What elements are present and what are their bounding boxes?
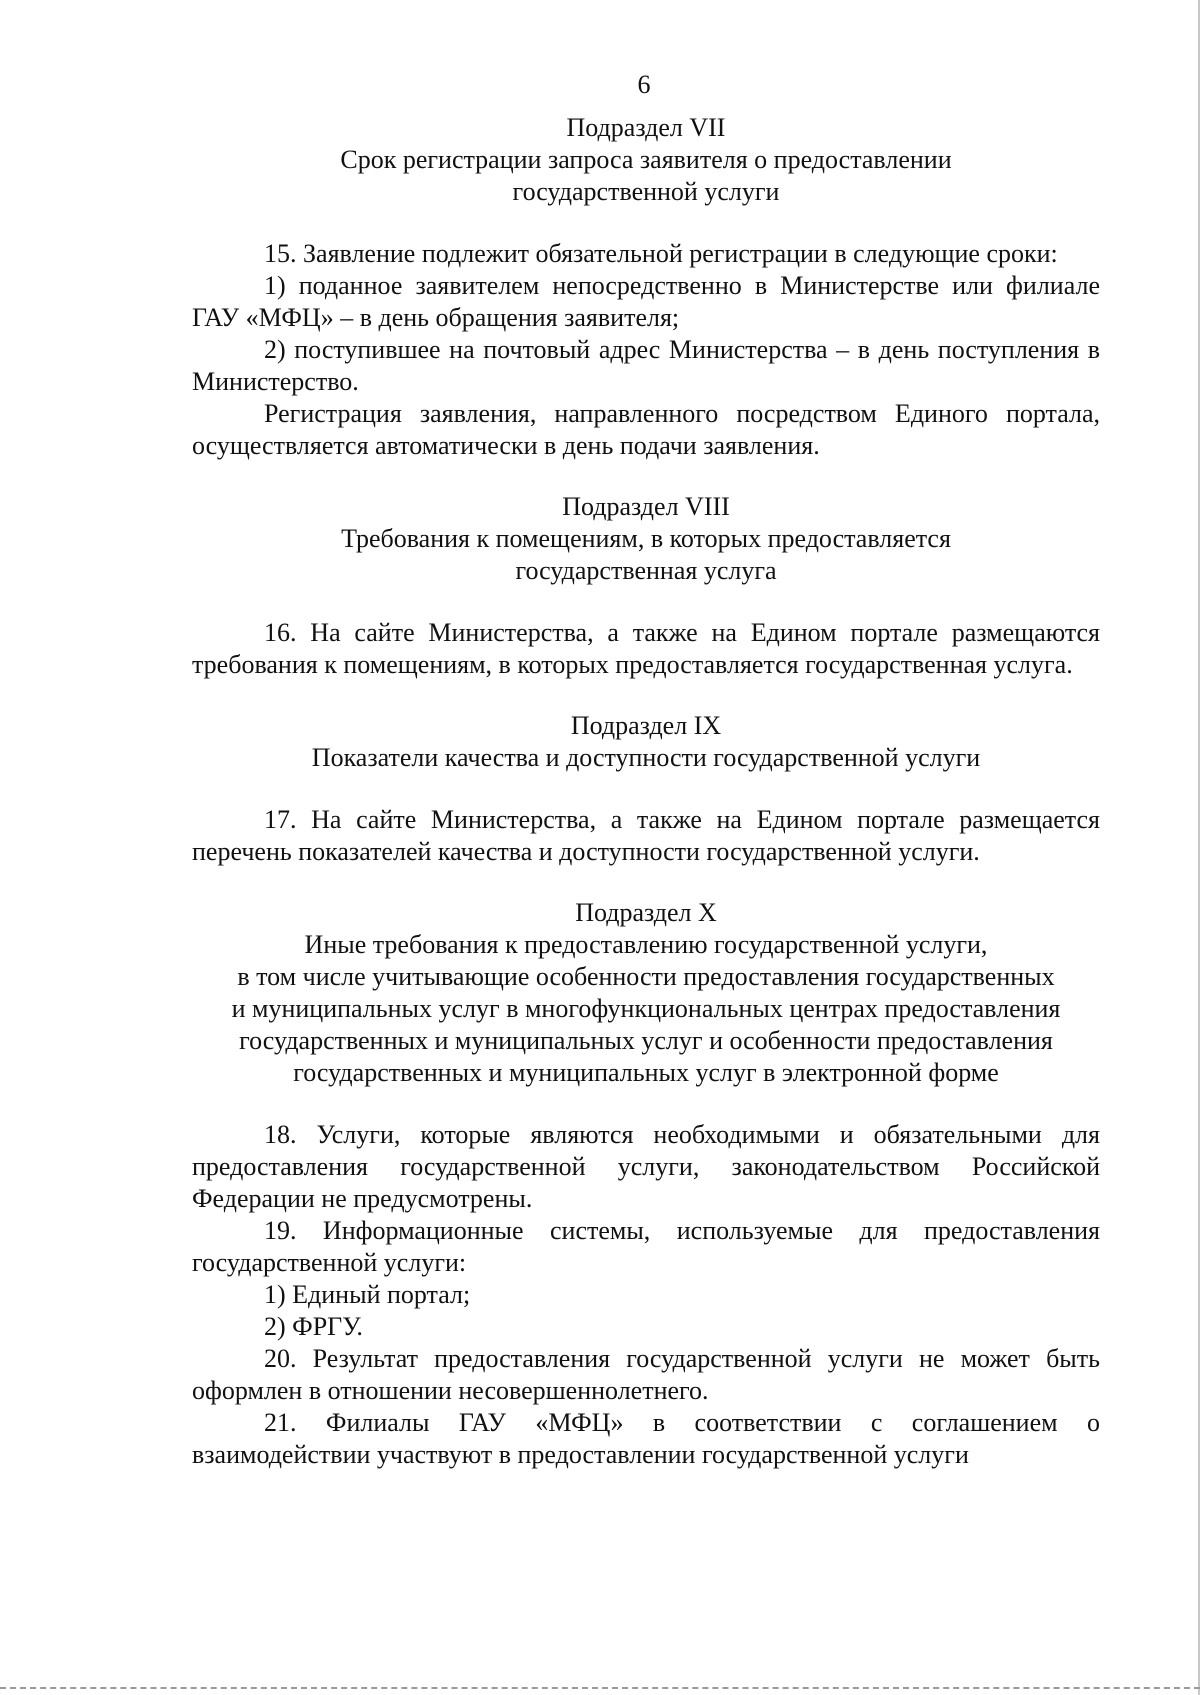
scan-bottom-rule bbox=[0, 1687, 1200, 1689]
paragraph-19-item-1: 1) Единый портал; bbox=[264, 1280, 471, 1309]
section-title-line: Срок регистрации запроса заявителя о предоставлении bbox=[340, 145, 952, 174]
section-title-line: государственная услуга bbox=[515, 556, 777, 585]
paragraph-19: 19. Информационные системы, используемые для предоставления государственной услуги: bbox=[192, 1216, 1100, 1277]
paragraph-21: 21. Филиалы ГАУ «МФЦ» в соответствии с соглашением о взаимодействии участвуют в предоставлении государственной услуги bbox=[192, 1408, 1100, 1469]
section-label: Подраздел X bbox=[575, 898, 717, 927]
section-vii bbox=[192, 112, 1100, 462]
section-title-line: государственных и муниципальных услуг и особенности предоставления bbox=[239, 1026, 1053, 1055]
section-title-line: в том числе учитывающие особенности предоставления государственных bbox=[237, 962, 1055, 991]
paragraph-15: 15. Заявление подлежит обязательной регистрации в следующие сроки: bbox=[264, 239, 1058, 268]
section-ix bbox=[192, 710, 1100, 868]
section-viii bbox=[192, 491, 1100, 681]
document-body bbox=[192, 112, 1100, 1471]
paragraph-17: 17. На сайте Министерства, а также на Едином портале размещается перечень показателей качества и доступности государственной услуги. bbox=[192, 805, 1100, 866]
section-title-line: Требования к помещениям, в которых предоставляется bbox=[341, 524, 951, 553]
paragraph-16: 16. На сайте Министерства, а также на Едином портале размещаются требования к помещениям, в которых предоставляется государственная услуга. bbox=[192, 618, 1100, 679]
section-label: Подраздел VII bbox=[566, 113, 726, 142]
section-title-line: государственных и муниципальных услуг в электронной форме bbox=[293, 1058, 999, 1087]
section-label: Подраздел VIII bbox=[562, 492, 730, 521]
section-x bbox=[192, 897, 1100, 1471]
paragraph-15-item-1: 1) поданное заявителем непосредственно в Министерстве или филиале ГАУ «МФЦ» – в день обращения заявителя; bbox=[192, 271, 1100, 332]
section-title-line: Иные требования к предоставлению государственной услуги, bbox=[304, 930, 988, 959]
section-title-line: государственной услуги bbox=[512, 177, 780, 206]
paragraph-15-note: Регистрация заявления, направленного посредством Единого портала, осуществляется автоматически в день подачи заявления. bbox=[192, 399, 1100, 460]
section-label: Подраздел IX bbox=[570, 711, 722, 740]
paragraph-20: 20. Результат предоставления государственной услуги не может быть оформлен в отношении несовершеннолетнего. bbox=[192, 1344, 1100, 1405]
paragraph-18: 18. Услуги, которые являются необходимыми и обязательными для предоставления государственной услуги, законодательством Российской Федерации не предусмотрены. bbox=[192, 1120, 1100, 1213]
paragraph-19-item-2: 2) ФРГУ. bbox=[264, 1312, 363, 1341]
section-title-line: Показатели качества и доступности государственной услуги bbox=[311, 743, 981, 772]
paragraph-15-item-2: 2) поступившее на почтовый адрес Министерства – в день поступления в Министерство. bbox=[192, 335, 1100, 396]
page-number: 6 bbox=[637, 70, 651, 99]
section-title-line: и муниципальных услуг в многофункциональных центрах предоставления bbox=[231, 994, 1061, 1023]
